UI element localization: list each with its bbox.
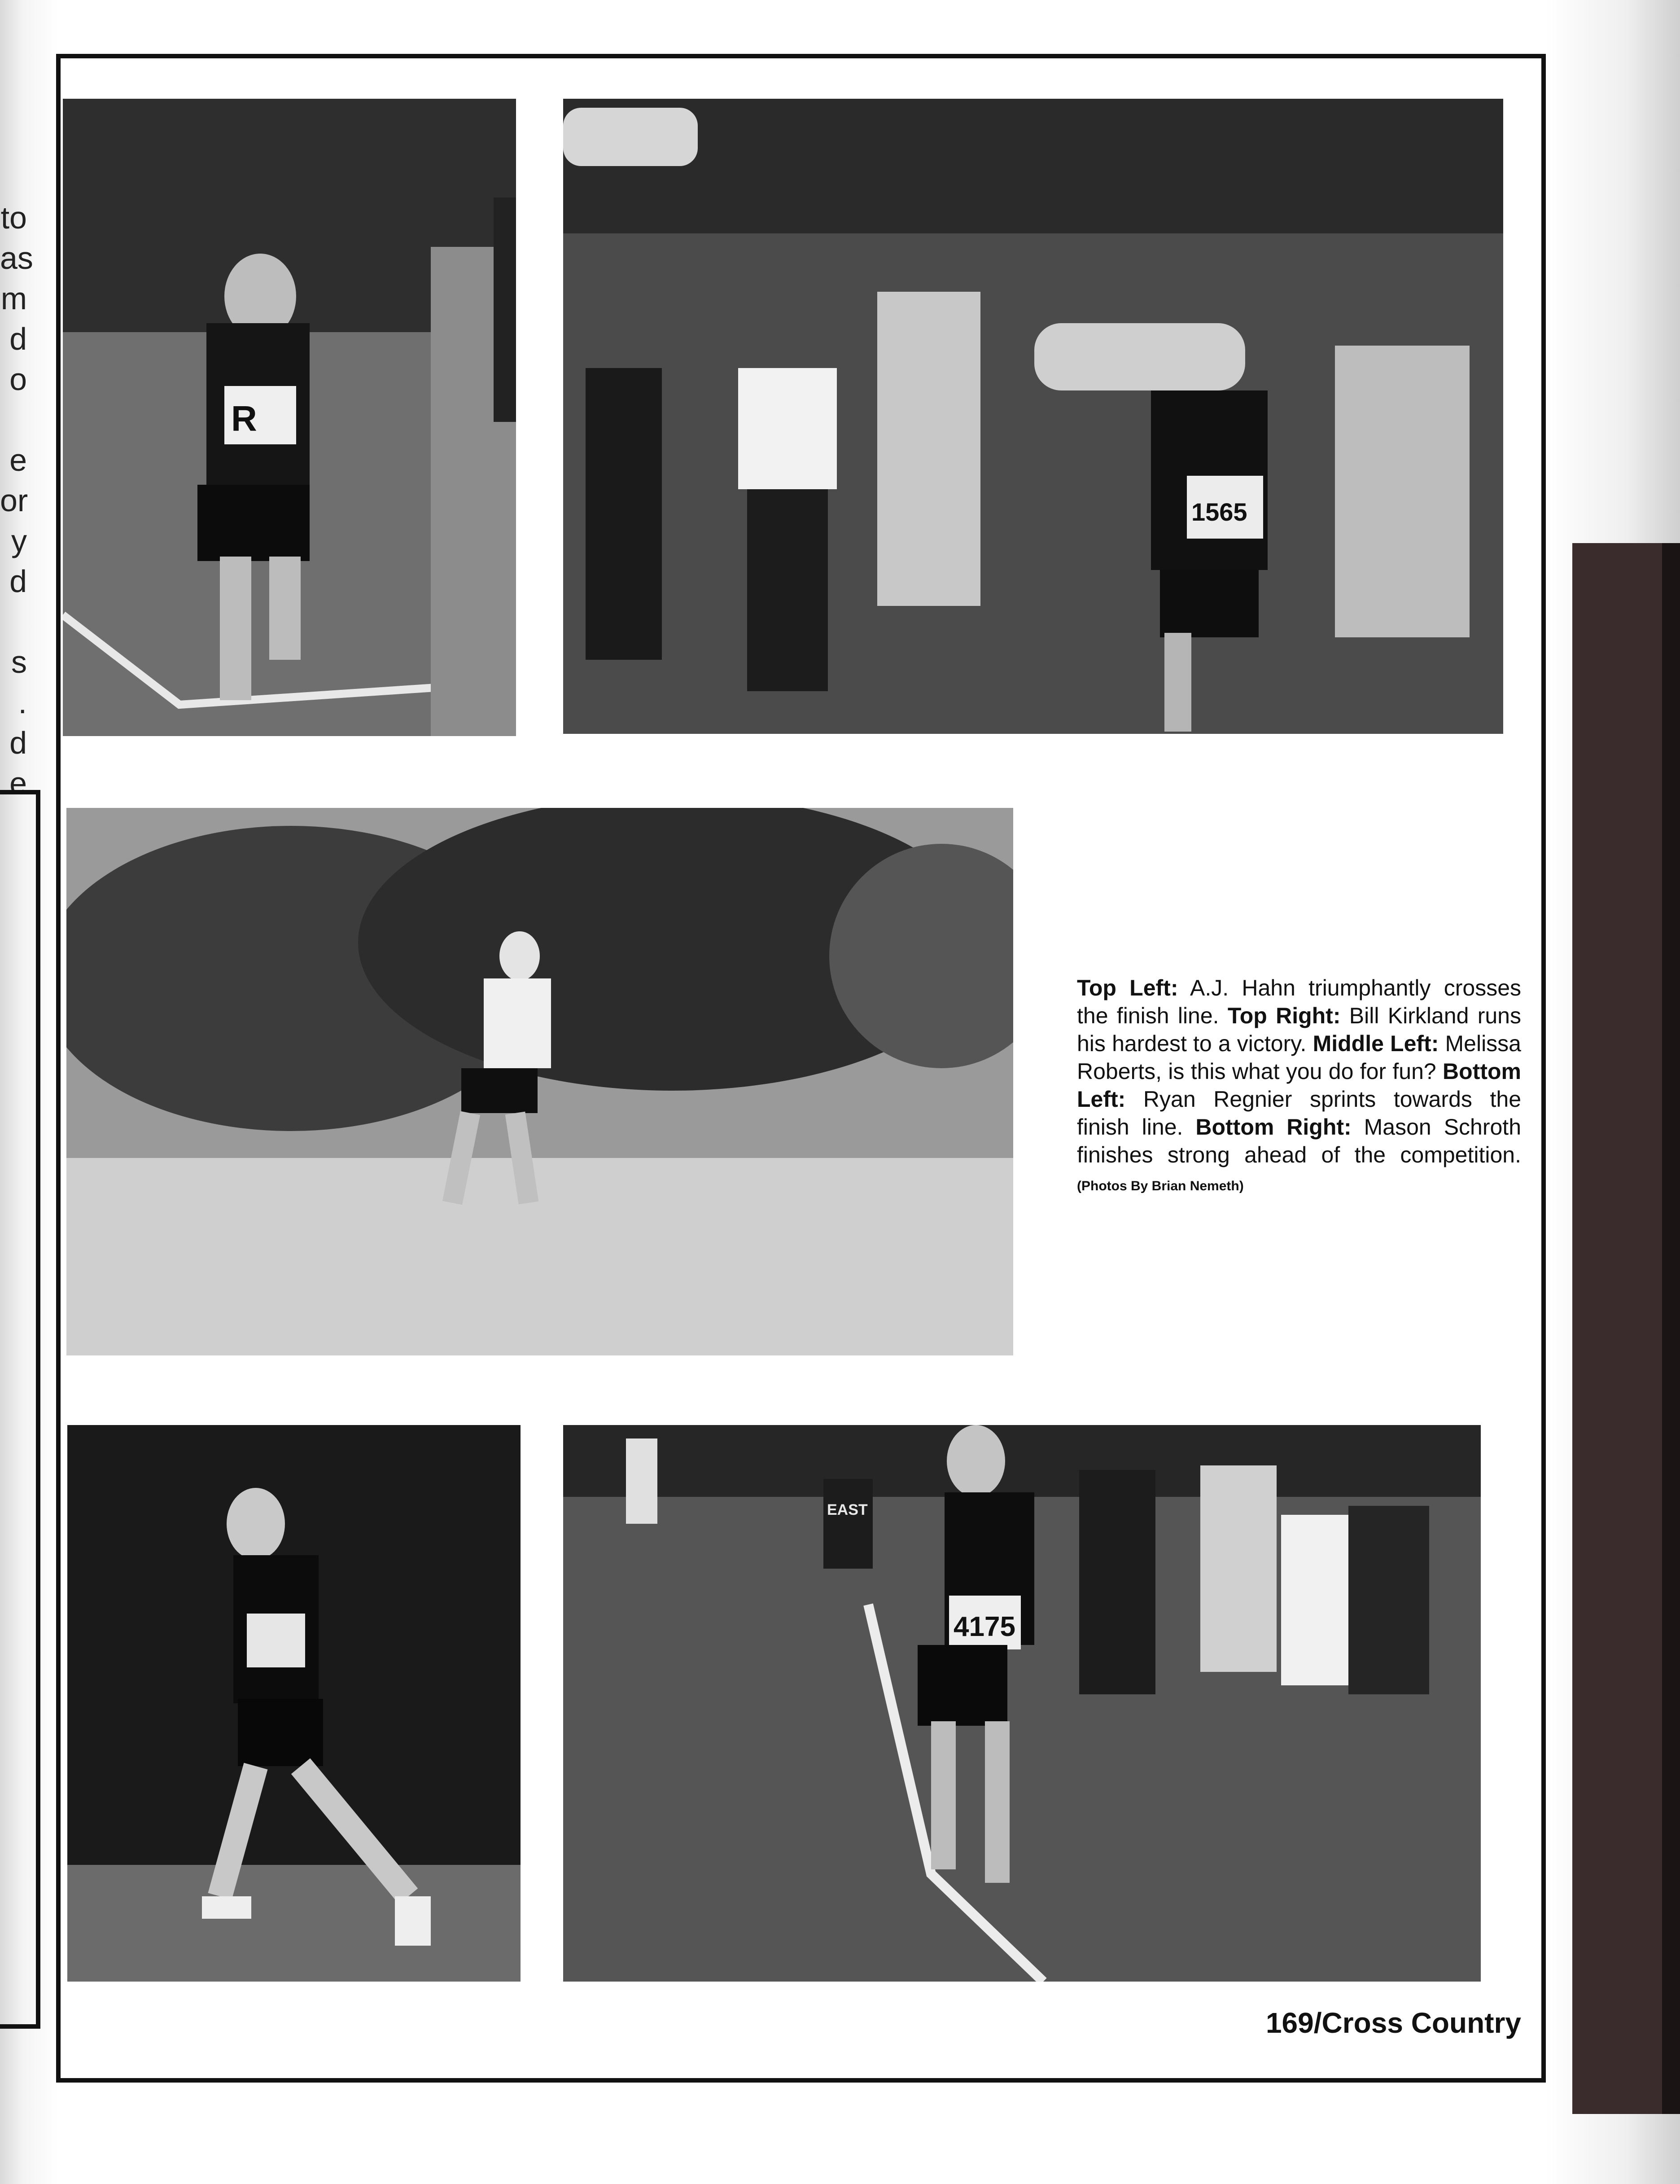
caption-text: Bill Kirkland runs his hardest to a victory. <box>1077 1003 1521 1056</box>
adjacent-page-strip <box>1572 543 1662 2114</box>
caption-text: Mason Schroth finishes strong ahead of the competition. <box>1077 1114 1522 1167</box>
photo-bottom-right <box>563 1425 1481 1982</box>
caption-text: A.J. Hahn triumphantly crosses the finish line. <box>1077 975 1522 1028</box>
photo-credit: (Photos By Brian Nemeth) <box>1077 1179 1244 1193</box>
photo-top-right <box>563 99 1503 734</box>
adjacent-page-strip-dark <box>1662 543 1680 2114</box>
caption-label: Bottom Right: <box>1195 1114 1352 1140</box>
caption-label: Middle Left: <box>1312 1031 1439 1056</box>
caption-text: Melissa Roberts, is this what you do for fun? <box>1077 1031 1521 1084</box>
photo-caption <box>1077 974 1521 1200</box>
jersey-text: EAST <box>827 1501 868 1518</box>
photo-middle-left <box>66 808 1013 1355</box>
caption-label: Top Right: <box>1227 1003 1341 1028</box>
caption-label: Bottom Left: <box>1077 1059 1521 1112</box>
left-page-frame <box>0 790 40 2029</box>
left-page-text-fragment: to as m d o e or y d s . d e <box>0 200 33 801</box>
photo-bottom-left <box>67 1425 521 1982</box>
caption-label: Top Left: <box>1077 975 1178 1000</box>
bib-text: R <box>231 399 257 439</box>
photo-top-left <box>63 99 516 736</box>
bib-text: 4175 <box>954 1611 1015 1642</box>
page-number-folio: 169/Cross Country <box>1265 2007 1521 2039</box>
caption-text: Ryan Regnier sprints towards the finish line. <box>1077 1087 1521 1140</box>
bib-text: 1565 <box>1191 498 1247 526</box>
